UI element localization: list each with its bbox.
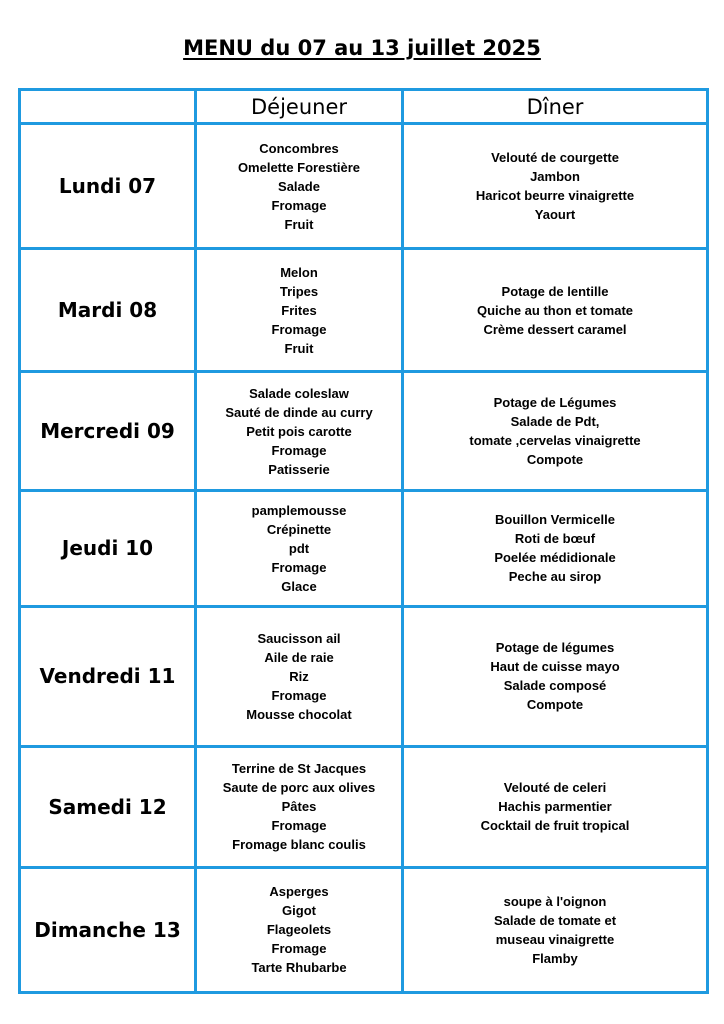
day-row [20, 124, 708, 249]
lunch-item: Fruit [284, 340, 314, 356]
dinner-item: Yaourt [534, 207, 576, 223]
day-label: Mardi 08 [20, 249, 196, 372]
dinner-item: Bouillon Vermicelle [495, 512, 615, 528]
lunch-item: Fromage [271, 197, 327, 213]
dinner-item: Potage de légumes [495, 640, 615, 656]
day-label: Vendredi 11 [20, 606, 196, 746]
lunch-item: Riz [289, 668, 309, 684]
dinner-item: Poelée médidionale [494, 550, 616, 566]
dinner-item: Haricot beurre vinaigrette [475, 188, 635, 204]
lunch-item: Sauté de dinde au curry [225, 404, 373, 420]
lunch-cell [196, 746, 403, 867]
dinner-item: Crème dessert caramel [483, 321, 627, 337]
dinner-cell [403, 867, 708, 992]
dinner-item: Roti de bœuf [514, 531, 596, 547]
dinner-item: Haut de cuisse mayo [490, 659, 620, 675]
lunch-item: Pâtes [281, 799, 317, 815]
lunch-item: Crépinette [266, 521, 332, 537]
lunch-item: Omelette Forestière [237, 159, 361, 175]
day-label: Samedi 12 [20, 746, 196, 867]
dinner-item: Salade de Pdt, [510, 414, 600, 430]
day-label: Lundi 07 [20, 124, 196, 249]
lunch-item: Asperges [269, 884, 329, 900]
lunch-cell [196, 372, 403, 491]
lunch-cell [196, 249, 403, 372]
dinner-cell [403, 606, 708, 746]
lunch-item: Melon [280, 264, 318, 280]
header-row [20, 90, 708, 124]
day-row [20, 867, 708, 992]
lunch-item: Fromage blanc coulis [232, 837, 366, 853]
dinner-cell [403, 746, 708, 867]
dinner-item: Peche au sirop [508, 569, 602, 585]
lunch-item: Tripes [279, 283, 319, 299]
lunch-item: Fromage [271, 687, 327, 703]
lunch-item: Glace [281, 578, 317, 594]
dinner-item: Potage de lentille [501, 283, 609, 299]
header-lunch: Déjeuner [196, 90, 403, 124]
lunch-item: Fromage [271, 559, 327, 575]
lunch-item: Fromage [271, 941, 327, 957]
day-row [20, 606, 708, 746]
dinner-item: Flamby [532, 950, 578, 966]
dinner-item: Compote [526, 697, 584, 713]
lunch-item: Concombres [259, 140, 339, 156]
lunch-item: Salade coleslaw [249, 385, 349, 401]
lunch-cell [196, 124, 403, 249]
dinner-item: Compote [526, 452, 584, 468]
day-row [20, 249, 708, 372]
lunch-cell [196, 867, 403, 992]
header-dinner: Dîner [403, 90, 708, 124]
lunch-item: Saucisson ail [257, 630, 341, 646]
day-label: Mercredi 09 [20, 372, 196, 491]
day-label: Jeudi 10 [20, 491, 196, 606]
lunch-cell [196, 606, 403, 746]
lunch-item: Saute de porc aux olives [222, 780, 376, 796]
lunch-item: Fromage [271, 321, 327, 337]
dinner-item: tomate ,cervelas vinaigrette [469, 433, 641, 449]
dinner-item: Hachis parmentier [498, 799, 612, 815]
day-row [20, 372, 708, 491]
lunch-item: pamplemousse [251, 502, 347, 518]
lunch-item: Salade [278, 178, 320, 194]
dinner-item: soupe à l'oignon [503, 893, 607, 909]
lunch-cell [196, 491, 403, 606]
dinner-cell [403, 491, 708, 606]
dinner-item: Velouté de courgette [491, 150, 619, 166]
lunch-item: pdt [288, 540, 310, 556]
dinner-item: Jambon [530, 169, 580, 185]
lunch-item: Fruit [284, 216, 314, 232]
day-label: Dimanche 13 [20, 867, 196, 992]
dinner-item: museau vinaigrette [495, 931, 615, 947]
dinner-cell [403, 372, 708, 491]
lunch-item: Tarte Rhubarbe [251, 960, 347, 976]
lunch-item: Fromage [271, 818, 327, 834]
day-row [20, 491, 708, 606]
dinner-item: Cocktail de fruit tropical [480, 818, 630, 834]
lunch-item: Flageolets [266, 922, 332, 938]
lunch-item: Mousse chocolat [246, 706, 352, 722]
dinner-item: Potage de Légumes [493, 395, 617, 411]
dinner-item: Salade composé [503, 678, 607, 694]
lunch-item: Petit pois carotte [246, 423, 352, 439]
lunch-item: Gigot [282, 903, 316, 919]
header-day [20, 90, 196, 124]
day-row [20, 746, 708, 867]
dinner-cell [403, 124, 708, 249]
dinner-item: Quiche au thon et tomate [476, 302, 633, 318]
lunch-item: Aile de raie [264, 649, 334, 665]
dinner-item: Salade de tomate et [493, 912, 617, 928]
lunch-item: Frites [281, 302, 317, 318]
lunch-item: Terrine de St Jacques [231, 761, 367, 777]
lunch-item: Patisserie [268, 461, 330, 477]
lunch-item: Fromage [271, 442, 327, 458]
dinner-cell [403, 249, 708, 372]
page-title: MENU du 07 au 13 juillet 2025 [183, 36, 541, 60]
dinner-item: Velouté de celeri [503, 780, 607, 796]
menu-table [18, 88, 709, 994]
